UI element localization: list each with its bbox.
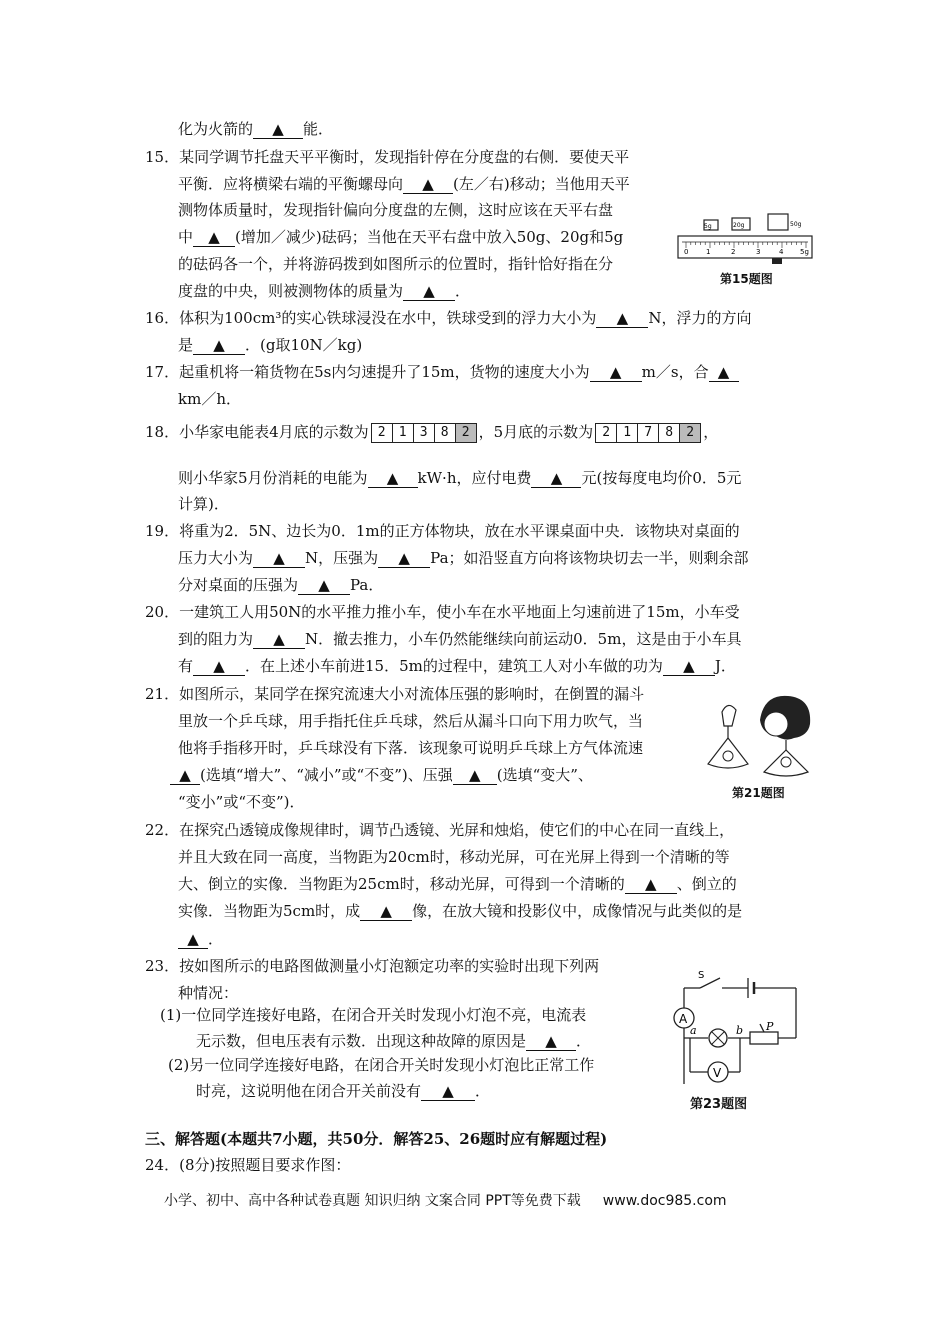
- blank: ▲: [403, 175, 453, 194]
- q15-line3: 测物体质量时，发现指针偏向分度盘的左侧，这时应该在天平右盘: [178, 201, 614, 219]
- blank: ▲: [193, 228, 235, 247]
- footer-text: 小学、初中、高中各种试卷真题 知识归纳 文案合同 PPT等免费下载: [164, 1193, 581, 1209]
- q16-line1: 16．体积为100cm³的实心铁球浸没在水中，铁球受到的浮力大小为 ▲ N，浮力的方向: [145, 309, 752, 327]
- q19-line1: 19．将重为2．5N、边长为0．1m的正方体物块，放在水平课桌面中央．该物块对桌面的: [145, 522, 740, 540]
- tick-label: 2: [731, 248, 736, 256]
- figure-21-caption: 第21题图: [732, 786, 785, 800]
- blank: ▲: [193, 657, 245, 676]
- q21-line3: 他将手指移开时，乒乓球没有下落．该现象可说明乒乓球上方气体流速: [178, 739, 644, 757]
- q17-line2: km／h．: [178, 390, 241, 408]
- blank: ▲: [298, 576, 350, 595]
- figure-21: [702, 690, 814, 800]
- q21-line1: 21．如图所示，某同学在探究流速大小对流体压强的影响时，在倒置的漏斗: [145, 685, 645, 703]
- q20-line1: 20．一建筑工人用50N的水平推力推小车，使小车在水平地面上匀速前进了15m，小车受: [145, 603, 740, 621]
- blank: ▲: [368, 469, 418, 488]
- q16-line2: 是 ▲ ．(g取10N／kg): [178, 336, 363, 354]
- q22-line5: ▲ ．: [178, 929, 223, 949]
- tick-label: 4: [779, 248, 784, 256]
- weight-50g-label: 50g: [790, 221, 802, 228]
- q15-line6: 度盘的中央，则被测物体的质量为 ▲ ．: [178, 282, 471, 300]
- meter-may: 2 1 7 8 2: [595, 423, 701, 443]
- blank: ▲: [193, 336, 245, 355]
- q19-line2: 压力大小为 ▲ N，压强为 ▲ Pa；如沿竖直方向将该物块切去一半，则剩余部: [178, 549, 749, 567]
- q24-line: 24．(8分)按照题目要求作图：: [145, 1156, 351, 1174]
- blank: ▲: [663, 657, 715, 676]
- figure-23: [660, 966, 800, 1112]
- q21-line2: 里放一个乒乓球，用手指托住乒乓球，然后从漏斗口向下用力吹气，当: [178, 712, 644, 730]
- q23-line6: 时亮，这说明他在闭合开关前没有 ▲ ．: [196, 1082, 491, 1100]
- q18-line1: 18．小华家电能表4月底的示数为 2 1 3 8 2 ，5月底的示数为 2 1 7 8 2 ，: [145, 423, 719, 441]
- circuit-diagram: [660, 966, 800, 1092]
- tick-label: 5g: [800, 248, 809, 256]
- blank: ▲: [531, 469, 581, 488]
- blank: ▲: [360, 902, 412, 921]
- footer: [164, 1191, 727, 1211]
- q22-line4: 实像．当物距为5cm时，成 ▲ 像，在放大镜和投影仪中，成像情况与此类似的是: [178, 902, 743, 920]
- blank: ▲: [453, 766, 497, 785]
- blank: ▲: [253, 120, 303, 139]
- point-a-label: a: [690, 1024, 697, 1037]
- weight-20g-label: 20g: [733, 222, 745, 229]
- q15-line5: 的砝码各一个，并将游码拨到如图所示的位置时，指针恰好指在分: [178, 255, 614, 273]
- blank: ▲: [421, 1082, 475, 1101]
- blank: ▲: [625, 875, 677, 894]
- q22-line3: 大、倒立的实像．当物距为25cm时，移动光屏，可得到一个清晰的 ▲ 、倒立的: [178, 875, 737, 893]
- funnel-illustration: [702, 690, 814, 780]
- q23-line3: (1)一位同学连接好电路，在闭合开关时发现小灯泡不亮，电流表: [160, 1006, 587, 1024]
- figure-15-caption: 第15题图: [720, 272, 773, 286]
- q23-line2: 种情况：: [178, 984, 239, 1002]
- q23-line5: (2)另一位同学连接好电路，在闭合开关时发现小灯泡比正常工作: [168, 1056, 595, 1074]
- q21-line5: “变小”或“不变”)．: [178, 793, 305, 811]
- q20-line3: 有 ▲ ．在上述小车前进15．5m的过程中，建筑工人对小车做的功为 ▲ J．: [178, 657, 736, 675]
- switch-label: S: [698, 970, 705, 981]
- blank: ▲: [178, 930, 208, 949]
- slider-p-label: P: [766, 1020, 774, 1033]
- blank: ▲: [378, 549, 430, 568]
- blank: ▲: [403, 282, 455, 301]
- point-b-label: b: [736, 1024, 744, 1037]
- q14-line: 化为火箭的 ▲ 能．: [178, 120, 334, 138]
- ammeter-label: A: [679, 1012, 688, 1026]
- figure-15: [676, 206, 814, 290]
- q18-line2: 则小华家5月份消耗的电能为 ▲ kW·h，应付电费 ▲ 元(按每度电均价0．5元: [178, 469, 742, 487]
- blank: ▲: [253, 630, 305, 649]
- blank: ▲: [253, 549, 305, 568]
- blank: ▲: [590, 363, 642, 382]
- meter-april: 2 1 3 8 2: [371, 423, 477, 443]
- q15-line2: 平衡．应将横梁右端的平衡螺母向 ▲ (左／右)移动；当他用天平: [178, 175, 630, 193]
- q15-line1: 15．某同学调节托盘天平平衡时，发现指针停在分度盘的右侧．要使天平: [145, 148, 630, 166]
- balance-illustration: [676, 206, 814, 268]
- q19-line3: 分对桌面的压强为 ▲ Pa．: [178, 576, 384, 594]
- q23-line1: 23．按如图所示的电路图做测量小灯泡额定功率的实验时出现下列两: [145, 957, 600, 975]
- q18-line3: 计算)．: [178, 495, 229, 513]
- rider-marker: [772, 258, 782, 264]
- figure-23-caption: 第23题图: [690, 1097, 748, 1112]
- q22-line1: 22．在探究凸透镜成像规律时，调节凸透镜、光屏和烛焰，使它们的中心在同一直线上，: [145, 821, 735, 839]
- weight-5g-label: 5g: [704, 223, 712, 230]
- q17-line1: 17．起重机将一箱货物在5s内匀速提升了15m，货物的速度大小为 ▲ m／s，合 ▲: [145, 362, 739, 382]
- blank: ▲: [709, 363, 739, 382]
- blank: ▲: [596, 309, 648, 328]
- tick-label: 0: [684, 248, 689, 256]
- section3-title: 三、解答题(本题共7小题，共50分．解答25、26题时应有解题过程): [145, 1130, 608, 1148]
- tick-label: 1: [706, 248, 711, 256]
- blank: ▲: [170, 766, 200, 785]
- q22-line2: 并且大致在同一高度，当物距为20cm时，移动光屏，可在光屏上得到一个清晰的等: [178, 848, 730, 866]
- tick-label: 3: [756, 248, 761, 256]
- footer-link[interactable]: www.doc985.com: [602, 1193, 727, 1209]
- blank: ▲: [526, 1032, 576, 1051]
- q15-line4: 中 ▲ (增加／减少)砝码；当他在天平右盘中放入50g、20g和5g: [178, 228, 624, 246]
- q23-line4: 无示数，但电压表有示数．出现这种故障的原因是 ▲ ．: [196, 1032, 592, 1050]
- voltmeter-label: V: [713, 1066, 722, 1080]
- q20-line2: 到的阻力为 ▲ N．撤去推力，小车仍然能继续向前运动0．5m，这是由于小车具: [178, 630, 742, 648]
- q21-line4: ▲ (选填“增大”、“减小”或“不变”)、压强 ▲ (选填“变大”、: [170, 765, 593, 785]
